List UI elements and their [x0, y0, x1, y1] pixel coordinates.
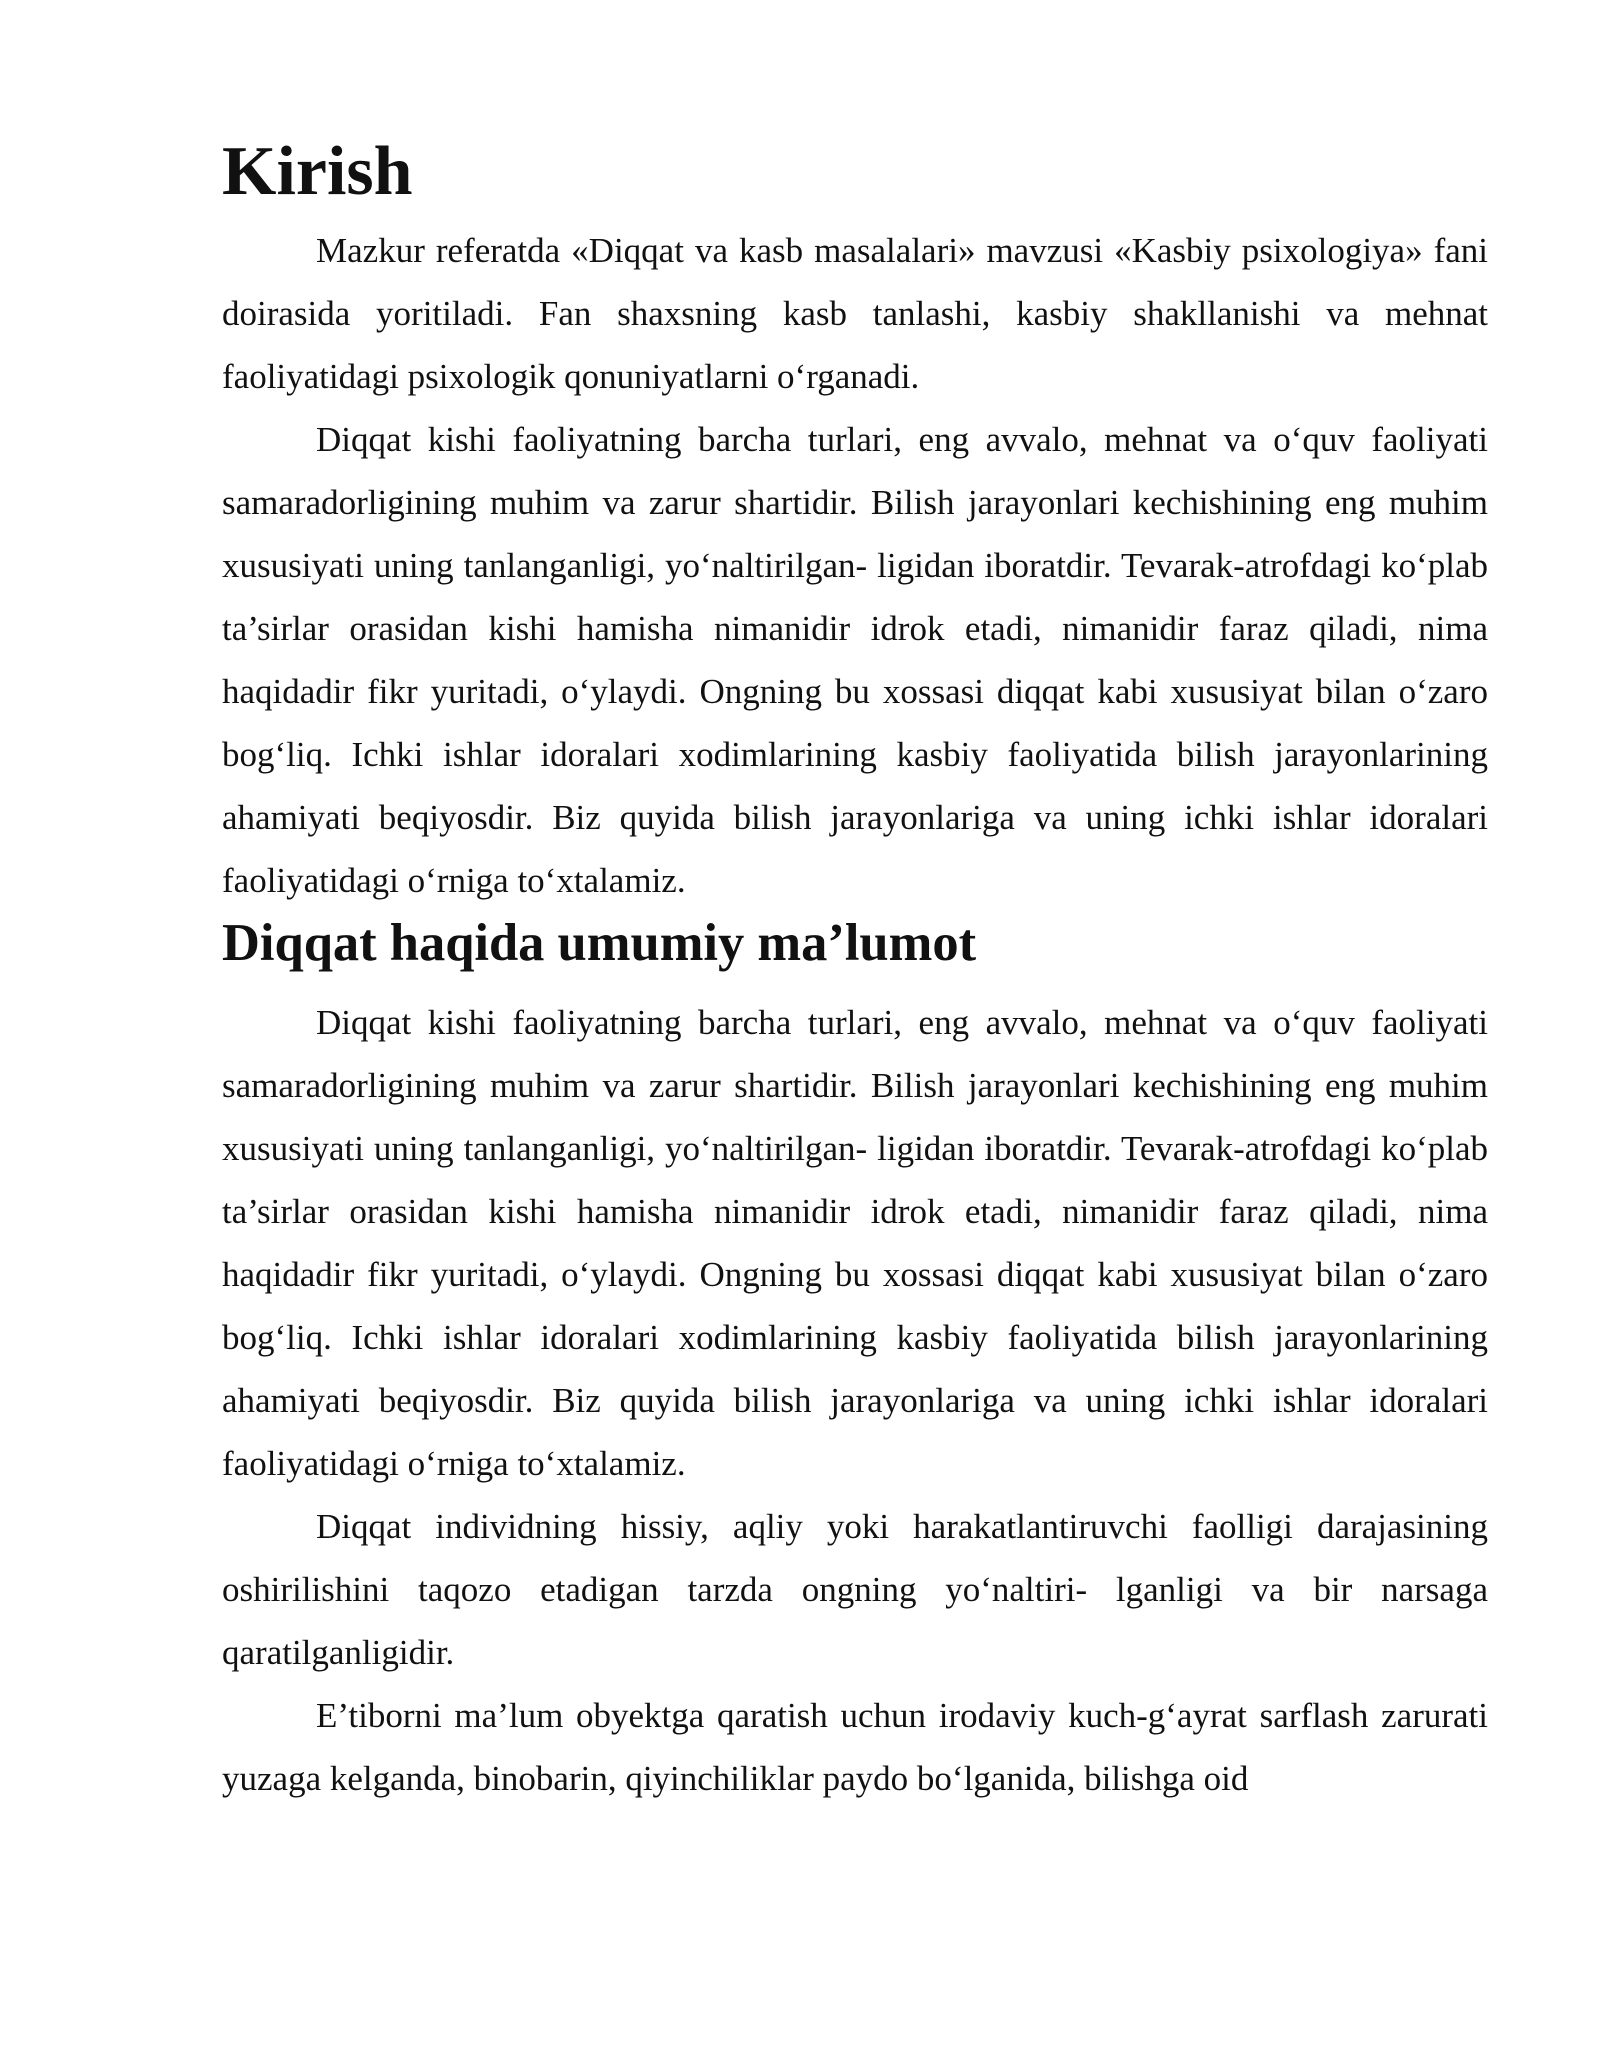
paragraph: Diqqat individning hissiy, aqliy yoki harakatlantiruvchi faolligi darajasining oshirilishini taqozo etadigan tarzda ongning yo‘naltiri- lganligi va bir narsaga qaratilganligidir. — [222, 1507, 1488, 1672]
paragraph: Diqqat kishi faoliyatning barcha turlari, eng avvalo, mehnat va o‘quv faoliyati samaradorligining muhim va zarur shartidir. Bilish jarayonlari kechishining eng muhim xususiyati uning tanlanganligi, yo‘naltirilgan- ligidan iboratdir. Tevarak-atrofdagi ko‘plab ta’sirlar orasidan kishi hamisha nimanidir idrok etadi, nimanidir faraz qiladi, nima haqidadir fikr yuritadi, o‘ylaydi. Ongning bu xossasi diqqat kabi xususiyat bilan o‘zaro bog‘liq. Ichki ishlar idoralari xodimlarining kasbiy faoliyatida bilish jarayonlarining ahamiyati beqiyosdir. Biz quyida bilish jarayonlariga va uning ichki ishlar idoralari faoliyatidagi o‘rniga to‘xtalamiz. — [222, 420, 1488, 900]
paragraph: Diqqat kishi faoliyatning barcha turlari, eng avvalo, mehnat va o‘quv faoliyati samaradorligining muhim va zarur shartidir. Bilish jarayonlari kechishining eng muhim xususiyati uning tanlanganligi, yo‘naltirilgan- ligidan iboratdir. Tevarak-atrofdagi ko‘plab ta’sirlar orasidan kishi hamisha nimanidir idrok etadi, nimanidir faraz qiladi, nima haqidadir fikr yuritadi, o‘ylaydi. Ongning bu xossasi diqqat kabi xususiyat bilan o‘zaro bog‘liq. Ichki ishlar idoralari xodimlarining kasbiy faoliyatida bilish jarayonlarining ahamiyati beqiyosdir. Biz quyida bilish jarayonlariga va uning ichki ishlar idoralari faoliyatidagi o‘rniga to‘xtalamiz. — [222, 1003, 1488, 1483]
paragraph: E’tiborni ma’lum obyektga qaratish uchun irodaviy kuch-g‘ayrat sarflash zarurati yuzaga kelganda, binobarin, qiyinchiliklar paydo bo‘lganida, bilishga oid — [222, 1696, 1488, 1798]
section-heading-introduction: Kirish — [222, 133, 413, 210]
document-body — [222, 133, 1488, 1810]
section-heading-general-info: Diqqat haqida umumiy ma’lumot — [222, 914, 977, 972]
paragraph: Mazkur referatda «Diqqat va kasb masalalari» mavzusi «Kasbiy psixologiya» fani doirasida yoritiladi. Fan shaxsning kasb tanlashi, kasbiy shakllanishi va mehnat faoliyatidagi psixologik qonuniyatlarni o‘rganadi. — [222, 231, 1488, 396]
